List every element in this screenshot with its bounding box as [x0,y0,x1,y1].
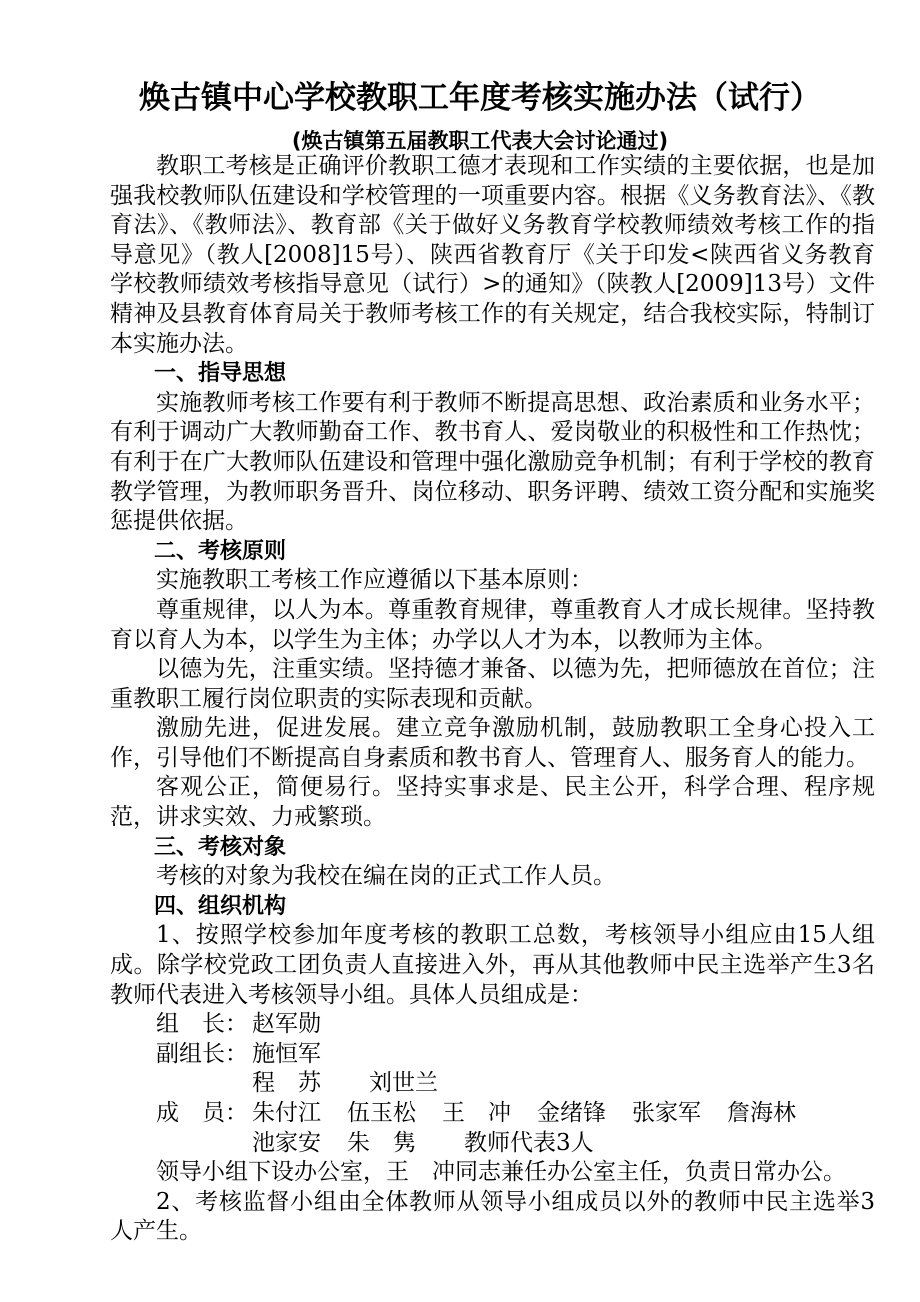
member-name: 教师代表3人 [464,1129,594,1156]
principle-paragraph: 客观公正，简便易行。坚持实事求是、民主公开，科学合理、程序规范，讲求实效、力戒繁琐。 [110,774,875,831]
intro-paragraph: 教职工考核是正确评价教职工德才表现和工作实绩的主要依据，也是加强我校教师队伍建设和学校管理的一项重要内容。根据《义务教育法》、《教育法》、《教师法》、教育部《关于做好义务教育学校教师绩效考核工作的指导意见》（教人[2008]15号）、陕西省教育厅《关于印发<陕西省义务教育学校教师绩效考核指导意见（试行）>的通知》（陕教人[2009]13号）文件精神及县教育体育局关于教师考核工作的有关规定，结合我校实际，特制订本实施办法。 [110,153,875,357]
deputy-line [110,1040,875,1070]
member-name: 朱付江 [252,1100,321,1126]
section-heading-principles: 二、考核原则 [154,538,287,564]
member-name: 池家安 [252,1129,321,1156]
principle-paragraph: 激励先进，促进发展。建立竞争激励机制，鼓励教职工全身心投入工作，引导他们不断提高自身素质和教书育人、管理育人、服务育人的能力。 [110,715,875,771]
leader-name: 赵军勋 [252,1011,321,1038]
office-paragraph: 领导小组下设办公室，王 冲同志兼任办公室主任，负责日常办公。 [156,1159,846,1186]
section-heading-organization: 四、组织机构 [154,893,287,919]
members-line-2 [110,1129,875,1159]
section-heading-assessment-targets: 三、考核对象 [154,834,287,860]
leader-label: 组 长： [156,1011,248,1038]
organization-paragraph: 1、按照学校参加年度考核的教职工总数，考核领导小组应由15人组成。除学校党政工团负责人直接进入外，再从其他教师中民主选举产生3名教师代表进入考核领导小组。具体人员组成是： [110,922,875,1008]
principles-lead: 实施教职工考核工作应遵循以下基本原则： [156,567,593,594]
principle-paragraph: 尊重规律，以人为本。尊重教育规律，尊重教育人才成长规律。坚持教育以育人为本，以学生为主体；办学以人才为本，以教师为主体。 [110,596,875,653]
guiding-ideology-paragraph: 实施教师考核工作要有利于教师不断提高思想、政治素质和业务水平；有利于调动广大教师勤奋工作、教书育人、爱岗敬业的积极性和工作热忱；有利于在广大教师队伍建设和管理中强化激励竞争机制；有利于学校的教育教学管理，为教师职务晋升、岗位移动、职务评聘、绩效工资分配和实施奖惩提供依据。 [110,389,875,535]
member-name: 朱 隽 [347,1129,416,1156]
member-name: 金绪锋 [537,1100,606,1126]
supervision-paragraph: 2、考核监督小组由全体教师从领导小组成员以外的教师中民主选举3人产生。 [110,1188,875,1245]
members-line [110,1099,875,1129]
document-body [110,152,875,1247]
section-heading-guiding-ideology: 一、指导思想 [154,361,287,387]
deputy-label: 副组长： [156,1040,248,1067]
deputy-name: 程 苏 [252,1070,321,1097]
document-subtitle: (焕古镇第五届教职工代表大会讨论通过) [291,129,669,153]
assessment-targets-paragraph: 考核的对象为我校在编在岗的正式工作人员。 [156,863,616,890]
member-name: 伍玉松 [347,1100,416,1126]
document-title: 焕古镇中心学校教职工年度考核实施办法（试行） [139,80,821,116]
member-name: 詹海林 [727,1100,796,1126]
deputy-name: 刘世兰 [369,1070,438,1097]
member-name: 王 冲 [442,1100,511,1126]
deputy-line-2 [110,1069,875,1099]
member-name: 张家军 [632,1100,701,1126]
leader-line [110,1010,875,1040]
principle-paragraph: 以德为先，注重实绩。坚持德才兼备、以德为先，把师德放在首位；注重教职工履行岗位职责的实际表现和贡献。 [110,656,875,712]
deputy-name: 施恒军 [252,1040,321,1067]
members-label: 成 员： [156,1100,248,1126]
